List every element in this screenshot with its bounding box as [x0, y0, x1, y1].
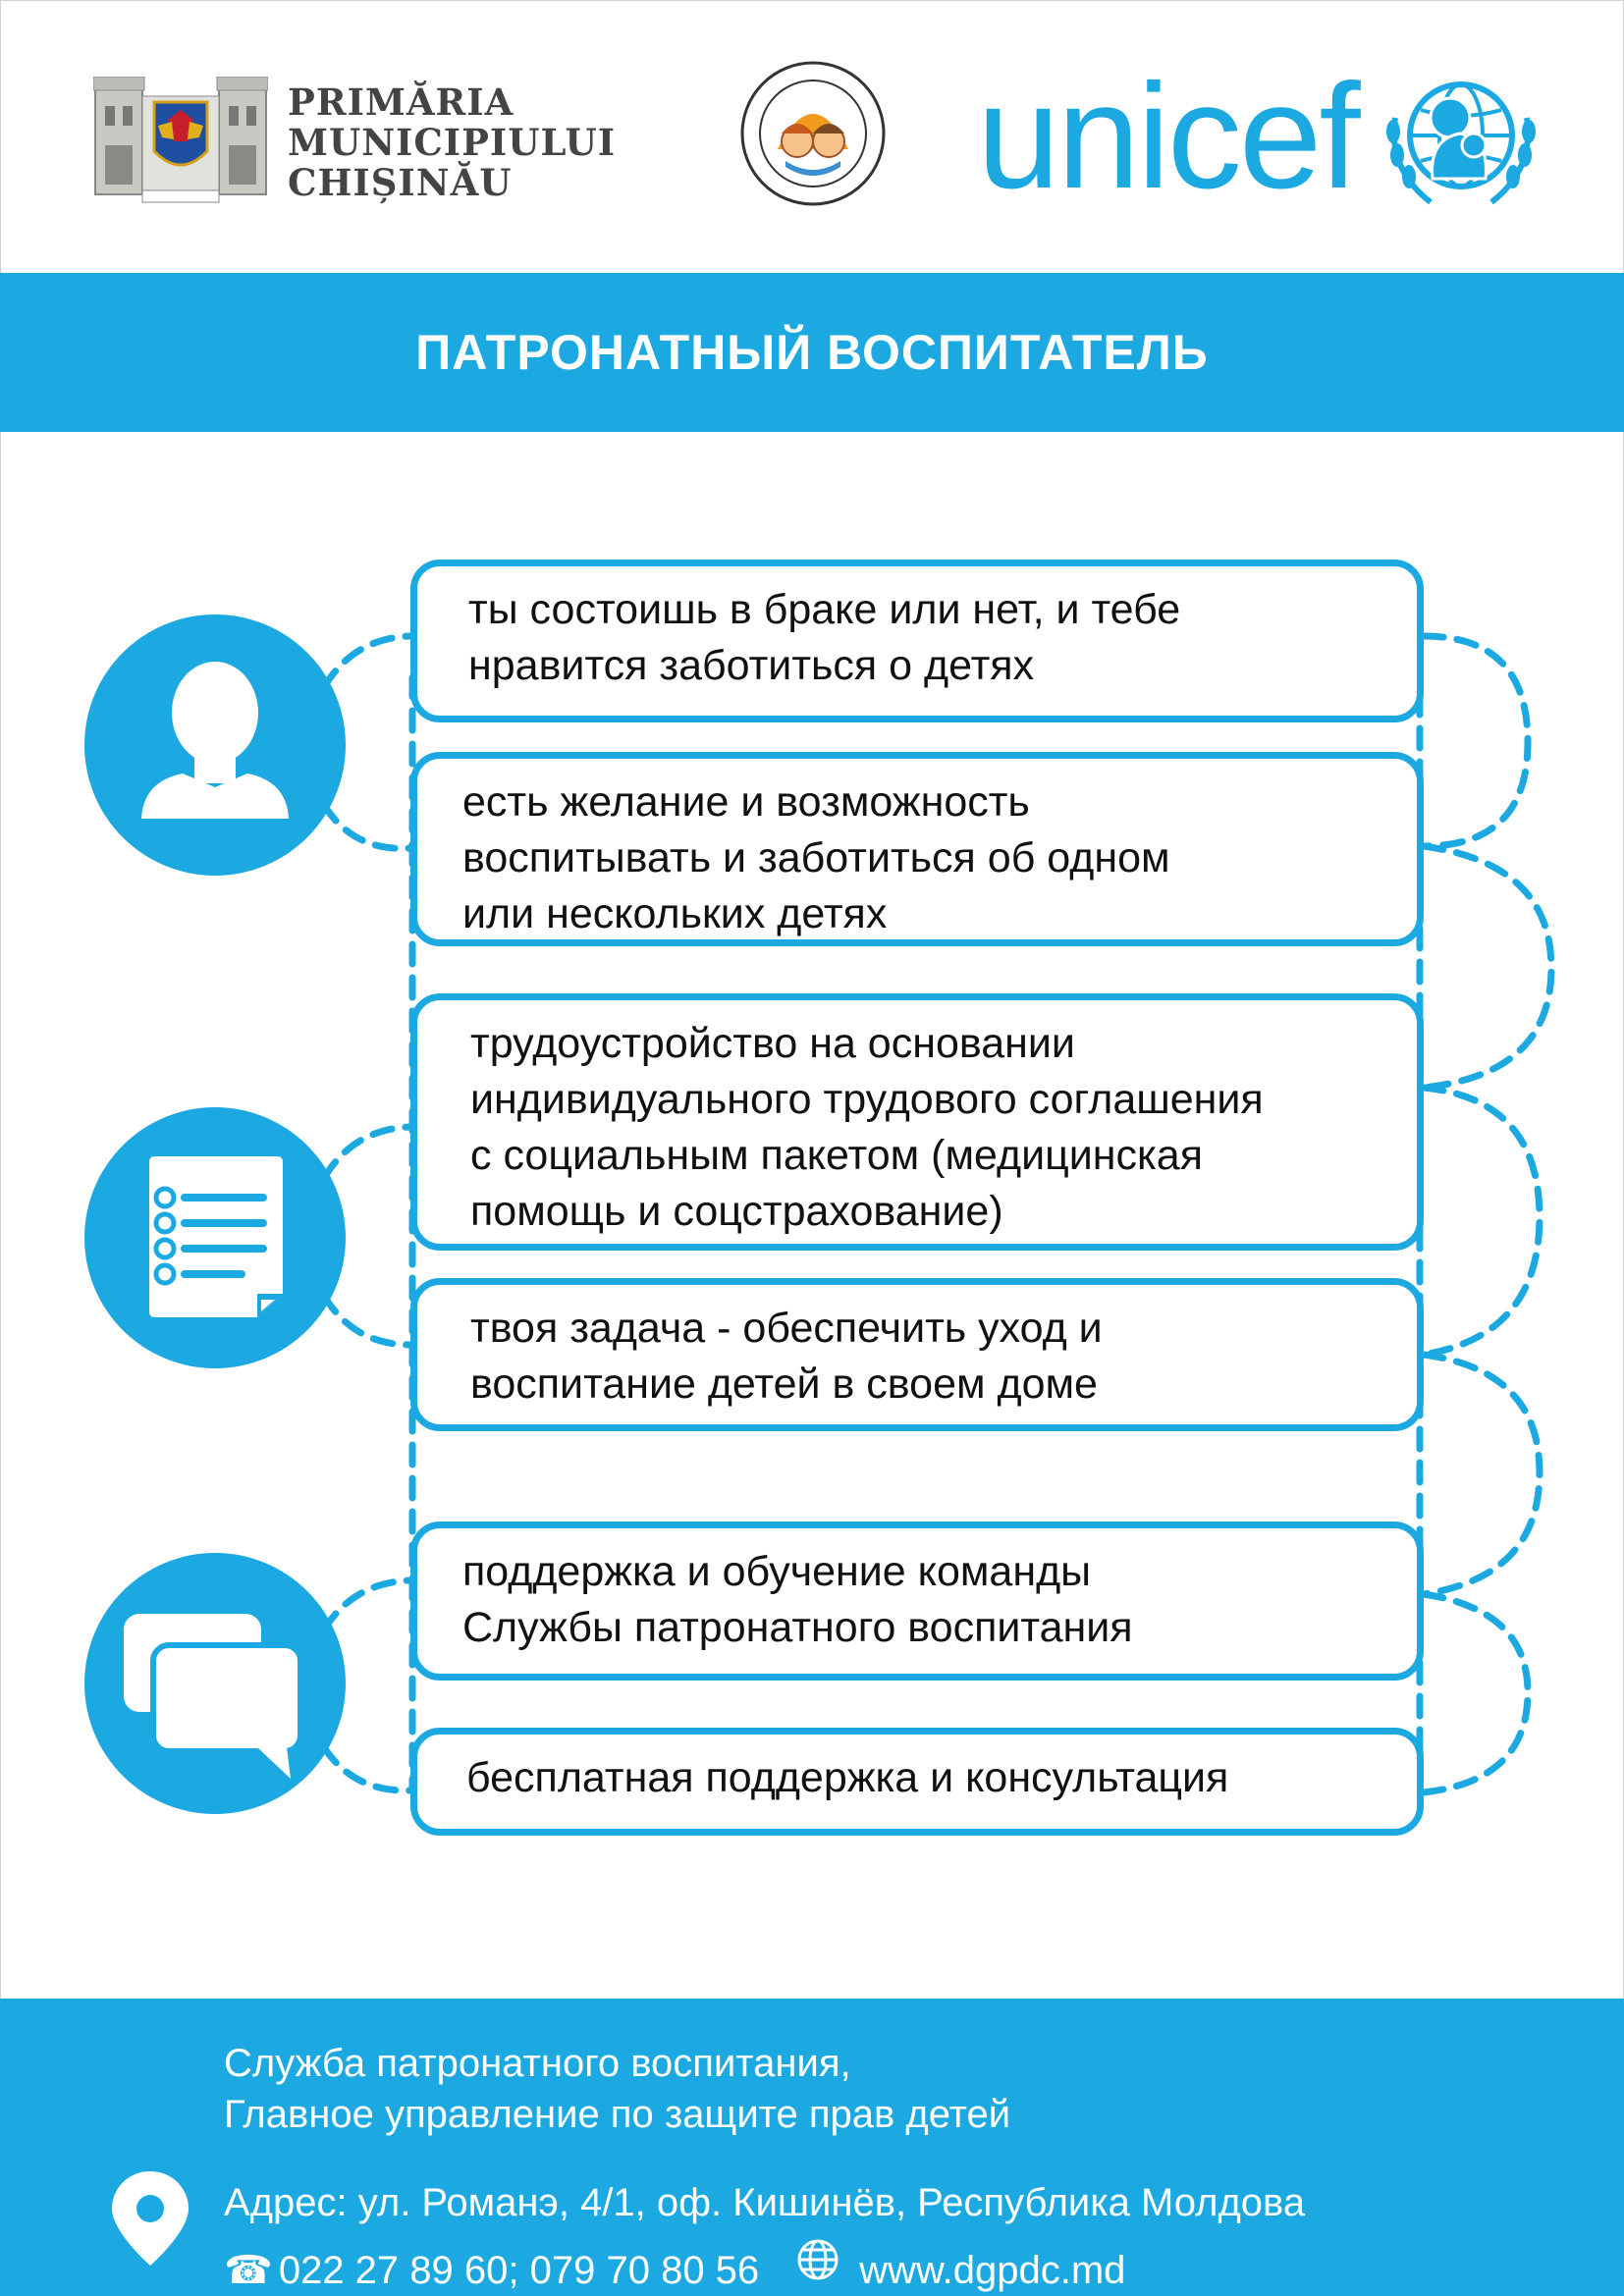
- info-box-3-line-4: помощь и соцстрахование): [470, 1188, 1003, 1235]
- info-box-4-line-1: твоя задача - обеспечить уход и: [470, 1305, 1103, 1352]
- info-box-5-line-1: поддержка и обучение команды: [462, 1548, 1092, 1595]
- document-list-icon: [84, 1107, 346, 1368]
- footer: [0, 1999, 1624, 2296]
- info-box-3-line-2: индивидуального трудового соглашения: [470, 1076, 1264, 1123]
- website-link[interactable]: www.dgpdc.md: [859, 2249, 1126, 2293]
- circle-chat: [84, 1553, 346, 1814]
- primaria-line-3: CHIȘINĂU: [288, 161, 513, 204]
- info-box-1-line-1: ты состоишь в браке или нет, и тебе: [468, 586, 1181, 633]
- info-box-1-line-2: нравится заботиться о детях: [468, 642, 1035, 689]
- unicef-wordmark: unicef: [977, 53, 1358, 220]
- info-box-4-line-2: воспитание детей в своем доме: [470, 1361, 1098, 1408]
- globe-icon: [796, 2238, 839, 2281]
- primaria-line-1: PRIMĂRIA: [288, 80, 514, 124]
- circle-person: [84, 614, 346, 876]
- location-pin-icon: [110, 2169, 190, 2268]
- info-box-3: [410, 993, 1424, 1251]
- phone-icon: ☎: [224, 2249, 273, 2293]
- contact-line: [224, 2238, 1125, 2296]
- title-band: [0, 273, 1624, 432]
- chisinau-crest-icon: [93, 77, 268, 208]
- address: Адрес: ул. Романэ, 4/1, оф. Кишинёв, Республика Молдова: [224, 2181, 1306, 2224]
- info-box-4: [410, 1278, 1424, 1431]
- info-box-1: [410, 560, 1424, 722]
- unicef-logo: [977, 53, 1546, 220]
- header-logos: [0, 0, 1624, 273]
- unicef-emblem-icon: [1381, 71, 1541, 213]
- info-box-6: [410, 1728, 1424, 1836]
- page-title: ПАТРОНАТНЫЙ ВОСПИТАТЕЛЬ: [415, 325, 1209, 380]
- info-box-2: [410, 752, 1424, 946]
- primaria-wordmark: [288, 82, 616, 203]
- phone-numbers: 022 27 89 60; 079 70 80 56: [278, 2249, 760, 2293]
- person-icon: [84, 614, 346, 876]
- info-box-2-line-3: или нескольких детях: [462, 890, 888, 937]
- primaria-line-2: MUNICIPIULUI: [288, 121, 617, 164]
- info-box-3-line-1: трудоустройство на основании: [470, 1020, 1075, 1067]
- info-box-2-line-2: воспитывать и заботиться об одном: [462, 834, 1170, 881]
- info-box-3-line-3: с социальным пакетом (медицинская: [470, 1132, 1203, 1179]
- primaria-logo: [93, 77, 653, 208]
- info-box-6-line-1: бесплатная поддержка и консультация: [466, 1754, 1229, 1801]
- info-box-5-line-2: Службы патронатного воспитания: [462, 1604, 1133, 1651]
- chat-bubbles-icon: [84, 1553, 346, 1814]
- org-line-2: Главное управление по защите прав детей: [224, 2093, 1011, 2136]
- circle-document: [84, 1107, 346, 1368]
- org-line-1: Служба патронатного воспитания,: [224, 2042, 851, 2085]
- info-box-5: [410, 1522, 1424, 1681]
- info-box-2-line-1: есть желание и возможность: [462, 778, 1030, 826]
- dgpdc-seal-icon: [738, 59, 888, 208]
